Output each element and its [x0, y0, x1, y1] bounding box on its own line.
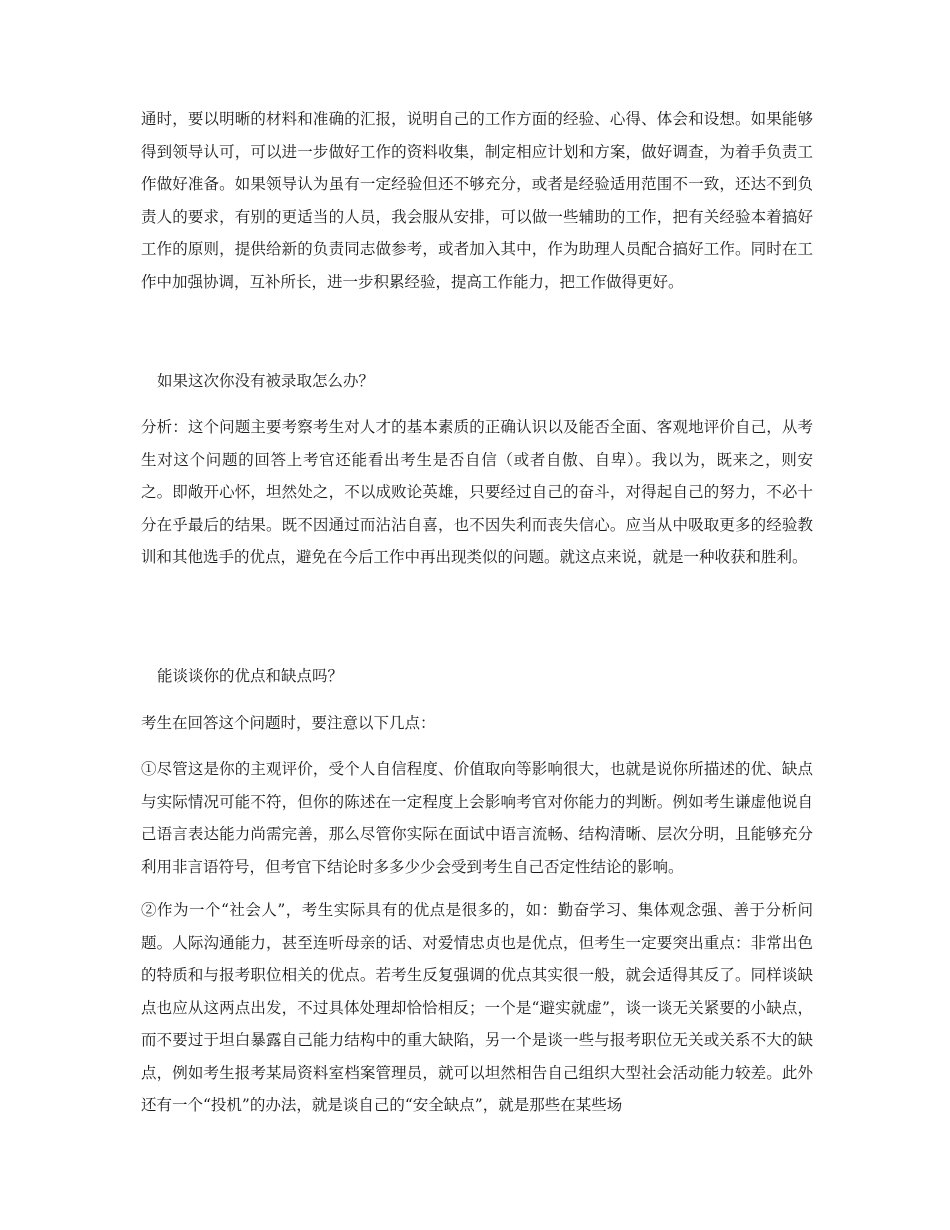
question-heading-not-admitted: 如果这次你没有被录取怎么办？: [157, 372, 375, 390]
point-one-paragraph: ①尽管这是你的主观评价，受个人自信程度、价值取向等影响很大，也就是说你所描述的优、缺点与实际情况可能不符，但你的陈述在一定程度上会影响考官对你能力的判断。例如考生谦虚他说自己语言表达能力尚需完善，那么尽管你实际在面试中语言流畅、结构清晰、层次分明，且能够充分利用非言语符号，但考官下结论时多多少少会受到考生自己否定性结论的影响。: [141, 760, 813, 876]
answer-intro-paragraph: 考生在回答这个问题时，要注意以下几点：: [141, 714, 436, 732]
question-heading-strengths-weaknesses: 能谈谈你的优点和缺点吗？: [157, 667, 344, 685]
intro-paragraph: 通时，要以明晰的材料和准确的汇报，说明自己的工作方面的经验、心得、体会和设想。如果能够得到领导认可，可以进一步做好工作的资料收集，制定相应计划和方案，做好调查，为着手负责工作做好准备。如果领导认为虽有一定经验但还不够充分，或者是经验适用范围不一致，还达不到负责人的要求，有别的更适当的人员，我会服从安排，可以做一些辅助的工作，把有关经验本着搞好工作的原则，提供给新的负责同志做参考，或者加入其中，作为助理人员配合搞好工作。同时在工作中加强协调，互补所长，进一步积累经验，提高工作能力，把工作做得更好。: [141, 110, 813, 291]
analysis-paragraph: 分析：这个问题主要考察考生对人才的基本素质的正确认识以及能否全面、客观地评价自己，从考生对这个问题的回答上考官还能看出考生是否自信（或者自傲、自卑）。我以为，既来之，则安之。即敞开心怀，坦然处之，不以成败论英雄，只要经过自己的奋斗，对得起自己的努力，不必十分在乎最后的结果。既不因通过而沾沾自喜，也不因失利而丧失信心。应当从中吸取更多的经验教训和其他选手的优点，避免在今后工作中再出现类似的问题。就这点来说，就是一种收获和胜利。: [141, 418, 813, 566]
point-two-paragraph: ②作为一个“社会人”，考生实际具有的优点是很多的，如：勤奋学习、集体观念强、善于分析问题。人际沟通能力，甚至连听母亲的话、对爱情忠贞也是优点，但考生一定要突出重点：非常出色的特质和与报考职位相关的优点。若考生反复强调的优点其实很一般，就会适得其反了。同样谈缺点也应从这两点出发，不过具体处理却恰恰相反；一个是“避实就虚”，谈一谈无关紧要的小缺点，而不要过于坦白暴露自己能力结构中的重大缺陷，另一个是谈一些与报考职位无关或关系不大的缺点，例如考生报考某局资料室档案管理员，就可以坦然相告自己组织大型社会活动能力较差。此外还有一个“投机”的办法，就是谈自己的“安全缺点”，就是那些在某些场: [141, 901, 813, 1114]
